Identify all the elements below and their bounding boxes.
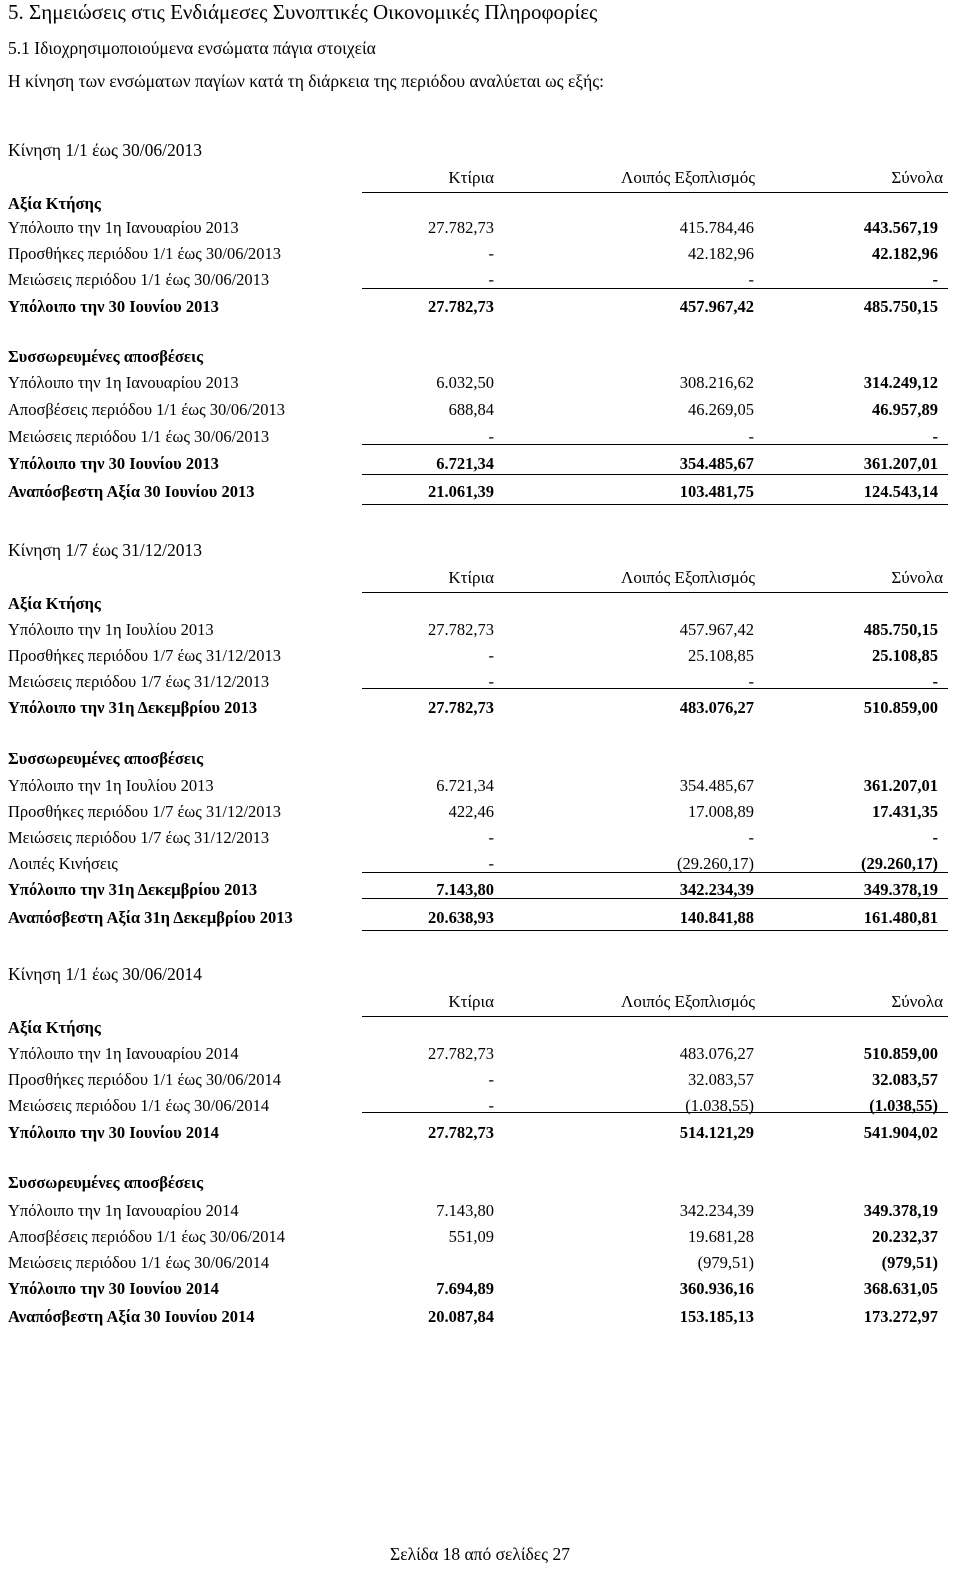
- total-value: -: [932, 828, 938, 847]
- row-label: Προσθήκες περιόδου 1/7 έως 31/12/2013: [8, 646, 282, 665]
- buildings-value: 27.782,73: [428, 1044, 494, 1063]
- buildings-value: 27.782,73: [428, 698, 494, 717]
- total-value: 349.378,19: [863, 1201, 938, 1220]
- row-label: Υπόλοιπο την 31η Δεκεμβρίου 2013: [8, 880, 258, 899]
- row-label: Αποσβέσεις περιόδου 1/1 έως 30/06/2013: [8, 400, 285, 419]
- total-value: (1.038,55): [869, 1096, 938, 1115]
- cost-row: [0, 1070, 960, 1096]
- cost-group-title: Αξία Κτήσης: [8, 194, 101, 213]
- period-title: Κίνηση 1/1 έως 30/06/2014: [8, 964, 203, 984]
- total-value: 314.249,12: [863, 373, 938, 392]
- equipment-value: -: [748, 427, 754, 446]
- equipment-value: 483.076,27: [679, 1044, 754, 1063]
- equipment-value: 483.076,27: [679, 698, 754, 717]
- row-label: Αναπόσβεστη Αξία 30 Ιουνίου 2014: [8, 1307, 255, 1326]
- equipment-value: (1.038,55): [685, 1096, 754, 1115]
- page-heading: 5. Σημειώσεις στις Ενδιάμεσες Συνοπτικές Οικονομικές Πληροφορίες: [8, 0, 598, 24]
- header-buildings: Κτίρια: [448, 992, 494, 1011]
- equipment-value: 25.108,85: [688, 646, 754, 665]
- equipment-value: 342.234,39: [679, 1201, 754, 1220]
- total-rule: [362, 288, 948, 289]
- buildings-value: -: [488, 427, 494, 446]
- row-label: Υπόλοιπο την 30 Ιουνίου 2014: [8, 1279, 219, 1298]
- total-value: 161.480,81: [863, 908, 938, 927]
- column-header-row: [0, 168, 960, 192]
- depreciation-row: [0, 1253, 960, 1279]
- equipment-value: 19.681,28: [688, 1227, 754, 1246]
- header-totals: Σύνολα: [891, 992, 943, 1011]
- header-equipment: Λοιπός Εξοπλισμός: [621, 992, 755, 1011]
- depreciation-group-title: Συσσωρευμένες αποσβέσεις: [8, 1173, 204, 1192]
- depreciation-total-row: [0, 1279, 960, 1305]
- buildings-value: 7.694,89: [436, 1279, 494, 1298]
- equipment-value: 17.008,89: [688, 802, 754, 821]
- total-value: 443.567,19: [863, 218, 938, 237]
- total-value: (979,51): [881, 1253, 938, 1272]
- cost-row: [0, 270, 960, 296]
- total-value: (29.260,17): [861, 854, 938, 873]
- period-title: Κίνηση 1/1 έως 30/06/2013: [8, 140, 203, 160]
- equipment-value: 457.967,42: [679, 297, 754, 316]
- total-rule: [362, 898, 948, 899]
- row-label: Υπόλοιπο την 1η Ιουλίου 2013: [8, 620, 214, 639]
- total-value: 17.431,35: [872, 802, 938, 821]
- depreciation-row: [0, 802, 960, 828]
- column-header-row: [0, 992, 960, 1016]
- row-label: Μειώσεις περιόδου 1/7 έως 31/12/2013: [8, 828, 270, 847]
- total-rule: [362, 504, 948, 505]
- depreciation-row: [0, 1227, 960, 1253]
- depreciation-row: [0, 373, 960, 399]
- row-label: Υπόλοιπο την 1η Ιανουαρίου 2014: [8, 1044, 239, 1063]
- row-label: Υπόλοιπο την 30 Ιουνίου 2014: [8, 1123, 219, 1142]
- total-rule: [362, 688, 948, 689]
- row-label: Υπόλοιπο την 30 Ιουνίου 2013: [8, 297, 219, 316]
- row-label: Υπόλοιπο την 1η Ιανουαρίου 2013: [8, 373, 239, 392]
- buildings-value: -: [488, 854, 494, 873]
- total-rule: [362, 930, 948, 931]
- total-rule: [362, 444, 948, 445]
- cost-total-row: [0, 297, 960, 323]
- total-value: 20.232,37: [872, 1227, 938, 1246]
- cost-group-title: Αξία Κτήσης: [8, 1018, 101, 1037]
- row-label: Μειώσεις περιόδου 1/1 έως 30/06/2013: [8, 427, 270, 446]
- page-footer: Σελίδα 18 από σελίδες 27: [390, 1544, 570, 1564]
- total-value: 541.904,02: [863, 1123, 938, 1142]
- buildings-value: 6.721,34: [436, 454, 494, 473]
- header-equipment: Λοιπός Εξοπλισμός: [621, 568, 755, 587]
- total-value: 173.272,97: [863, 1307, 938, 1326]
- period-title: Κίνηση 1/7 έως 31/12/2013: [8, 540, 203, 560]
- buildings-value: 20.638,93: [428, 908, 494, 927]
- cost-row: [0, 218, 960, 244]
- buildings-value: -: [488, 828, 494, 847]
- total-value: -: [932, 427, 938, 446]
- header-equipment: Λοιπός Εξοπλισμός: [621, 168, 755, 187]
- row-label: Προσθήκες περιόδου 1/1 έως 30/06/2014: [8, 1070, 282, 1089]
- depreciation-row: [0, 400, 960, 426]
- equipment-value: 140.841,88: [679, 908, 754, 927]
- total-rule: [362, 592, 948, 593]
- equipment-value: (979,51): [697, 1253, 754, 1272]
- total-value: 42.182,96: [872, 244, 938, 263]
- buildings-value: 20.087,84: [428, 1307, 494, 1326]
- buildings-value: 6.721,34: [436, 776, 494, 795]
- total-value: 349.378,19: [863, 880, 938, 899]
- total-value: 32.083,57: [872, 1070, 938, 1089]
- column-header-row: [0, 568, 960, 592]
- row-label: Υπόλοιπο την 1η Ιουλίου 2013: [8, 776, 214, 795]
- intro-text: Η κίνηση των ενσώματων παγίων κατά τη διάρκεια της περιόδου αναλύεται ως εξής:: [8, 71, 605, 91]
- buildings-value: 6.032,50: [436, 373, 494, 392]
- total-value: 368.631,05: [863, 1279, 938, 1298]
- buildings-value: 7.143,80: [436, 1201, 494, 1220]
- total-value: 124.543,14: [863, 482, 938, 501]
- equipment-value: 354.485,67: [679, 454, 754, 473]
- depreciation-total-row: [0, 454, 960, 480]
- buildings-value: 422,46: [448, 802, 494, 821]
- total-rule: [362, 474, 948, 475]
- depreciation-group-title: Συσσωρευμένες αποσβέσεις: [8, 347, 204, 366]
- row-label: Μειώσεις περιόδου 1/1 έως 30/06/2014: [8, 1096, 270, 1115]
- total-value: 361.207,01: [863, 776, 938, 795]
- cost-row: [0, 646, 960, 672]
- row-label: Υπόλοιπο την 30 Ιουνίου 2013: [8, 454, 219, 473]
- total-rule: [362, 1112, 948, 1113]
- header-buildings: Κτίρια: [448, 568, 494, 587]
- equipment-value: 457.967,42: [679, 620, 754, 639]
- total-value: -: [932, 672, 938, 691]
- row-label: Υπόλοιπο την 1η Ιανουαρίου 2014: [8, 1201, 239, 1220]
- depreciation-total-row: [0, 880, 960, 906]
- equipment-value: (29.260,17): [677, 854, 754, 873]
- buildings-value: -: [488, 1096, 494, 1115]
- row-label: Αναπόσβεστη Αξία 31η Δεκεμβρίου 2013: [8, 908, 293, 927]
- cost-total-row: [0, 1123, 960, 1149]
- row-label: Προσθήκες περιόδου 1/7 έως 31/12/2013: [8, 802, 282, 821]
- buildings-value: 27.782,73: [428, 1123, 494, 1142]
- cost-row: [0, 620, 960, 646]
- header-totals: Σύνολα: [891, 568, 943, 587]
- buildings-value: 688,84: [448, 400, 494, 419]
- equipment-value: -: [748, 828, 754, 847]
- equipment-value: 354.485,67: [679, 776, 754, 795]
- total-rule: [362, 192, 948, 193]
- cost-row: [0, 1096, 960, 1122]
- total-value: 485.750,15: [863, 297, 938, 316]
- equipment-value: 308.216,62: [679, 373, 754, 392]
- equipment-value: 415.784,46: [679, 218, 754, 237]
- total-rule: [362, 872, 948, 873]
- equipment-value: 342.234,39: [679, 880, 754, 899]
- depreciation-row: [0, 828, 960, 854]
- buildings-value: -: [488, 270, 494, 289]
- buildings-value: -: [488, 1070, 494, 1089]
- buildings-value: -: [488, 672, 494, 691]
- cost-row: [0, 672, 960, 698]
- total-rule: [362, 1016, 948, 1017]
- row-label: Μειώσεις περιόδου 1/1 έως 30/06/2014: [8, 1253, 270, 1272]
- depreciation-row: [0, 854, 960, 880]
- header-totals: Σύνολα: [891, 168, 943, 187]
- equipment-value: -: [748, 270, 754, 289]
- section-subheading: 5.1 Ιδιοχρησιμοποιούμενα ενσώματα πάγια στοιχεία: [8, 38, 376, 58]
- buildings-value: 7.143,80: [436, 880, 494, 899]
- header-buildings: Κτίρια: [448, 168, 494, 187]
- depreciation-row: [0, 776, 960, 802]
- equipment-value: 42.182,96: [688, 244, 754, 263]
- buildings-value: 27.782,73: [428, 218, 494, 237]
- buildings-value: 551,09: [448, 1227, 494, 1246]
- row-label: Αποσβέσεις περιόδου 1/1 έως 30/06/2014: [8, 1227, 285, 1246]
- row-label: Προσθήκες περιόδου 1/1 έως 30/06/2013: [8, 244, 282, 263]
- cost-row: [0, 244, 960, 270]
- row-label: Λοιπές Κινήσεις: [8, 854, 118, 873]
- total-value: 485.750,15: [863, 620, 938, 639]
- total-value: 510.859,00: [863, 1044, 938, 1063]
- equipment-value: 32.083,57: [688, 1070, 754, 1089]
- buildings-value: 27.782,73: [428, 297, 494, 316]
- total-value: 25.108,85: [872, 646, 938, 665]
- buildings-value: -: [488, 646, 494, 665]
- buildings-value: -: [488, 244, 494, 263]
- total-value: 510.859,00: [863, 698, 938, 717]
- row-label: Αναπόσβεστη Αξία 30 Ιουνίου 2013: [8, 482, 255, 501]
- row-label: Υπόλοιπο την 1η Ιανουαρίου 2013: [8, 218, 239, 237]
- cost-group-title: Αξία Κτήσης: [8, 594, 101, 613]
- buildings-value: 21.061,39: [428, 482, 494, 501]
- depreciation-group-title: Συσσωρευμένες αποσβέσεις: [8, 749, 204, 768]
- depreciation-row: [0, 1201, 960, 1227]
- equipment-value: -: [748, 672, 754, 691]
- total-value: 361.207,01: [863, 454, 938, 473]
- buildings-value: 27.782,73: [428, 620, 494, 639]
- equipment-value: 153.185,13: [679, 1307, 754, 1326]
- equipment-value: 46.269,05: [688, 400, 754, 419]
- row-label: Μειώσεις περιόδου 1/1 έως 30/06/2013: [8, 270, 270, 289]
- cost-row: [0, 1044, 960, 1070]
- cost-total-row: [0, 698, 960, 724]
- net-book-value-row: [0, 1307, 960, 1333]
- equipment-value: 514.121,29: [679, 1123, 754, 1142]
- total-value: -: [932, 270, 938, 289]
- equipment-value: 103.481,75: [679, 482, 754, 501]
- total-value: 46.957,89: [872, 400, 938, 419]
- equipment-value: 360.936,16: [679, 1279, 754, 1298]
- row-label: Υπόλοιπο την 31η Δεκεμβρίου 2013: [8, 698, 258, 717]
- row-label: Μειώσεις περιόδου 1/7 έως 31/12/2013: [8, 672, 270, 691]
- depreciation-row: [0, 427, 960, 453]
